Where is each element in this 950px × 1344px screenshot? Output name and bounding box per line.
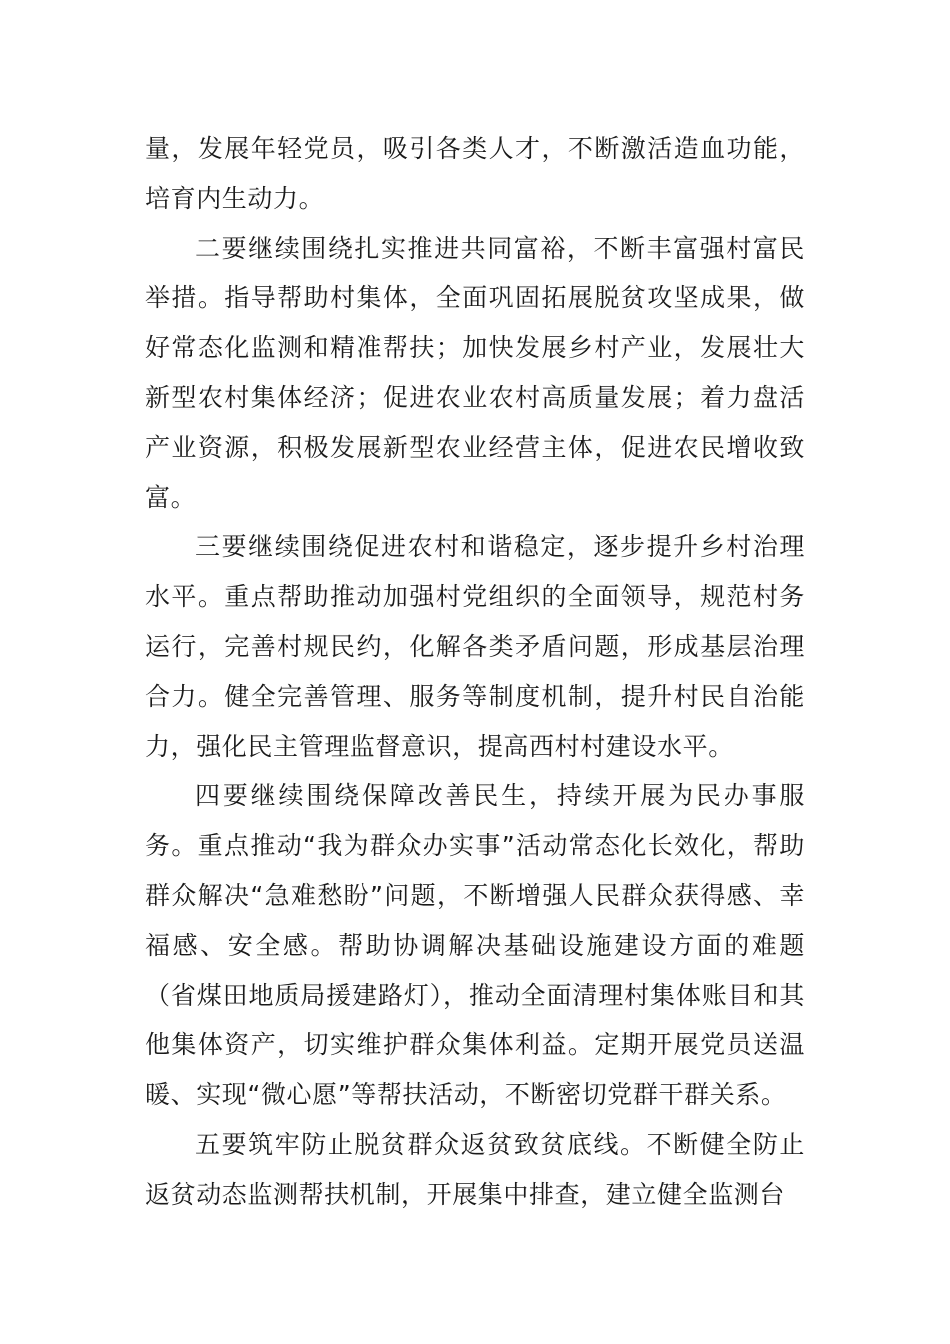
paragraph-poverty-prevention: 五要筑牢防止脱贫群众返贫致贫底线。不断健全防止返贫动态监测帮扶机制，开展集中排查，建立健全监测台 (145, 1129, 805, 1209)
document-body (145, 124, 805, 1220)
paragraph-rural-governance: 三要继续围绕促进农村和谐稳定，逐步提升乡村治理水平。重点帮助推动加强村党组织的全面领导，规范村务运行，完善村规民约，化解各类矛盾问题，形成基层治理合力。健全完善管理、服务等制度机制，提升村民自治能力，强化民主管理监督意识，提高西村村建设水平。 (145, 532, 805, 761)
paragraph-continuation: 量，发展年轻党员，吸引各类人才，不断激活造血功能，培育内生动力。 (145, 134, 805, 213)
paragraph-livelihood: 四要继续围绕保障改善民生，持续开展为民办事服务。重点推动“我为群众办实事”活动常态化长效化，帮助群众解决“急难愁盼”问题，不断增强人民群众获得感、幸福感、安全感。帮助协调解决基础设施建设方面的难题（省煤田地质局援建路灯），推动全面清理村集体账目和其他集体资产，切实维护群众集体利益。定期开展党员送温暖、实现“微心愿”等帮扶活动，不断密切党群干群关系。 (145, 781, 805, 1110)
paragraph-common-prosperity: 二要继续围绕扎实推进共同富裕，不断丰富强村富民举措。指导帮助村集体，全面巩固拓展脱贫攻坚成果，做好常态化监测和精准帮扶；加快发展乡村产业，发展壮大新型农村集体经济；促进农业农村高质量发展；着力盘活产业资源，积极发展新型农业经营主体，促进农民增收致富。 (145, 233, 805, 512)
